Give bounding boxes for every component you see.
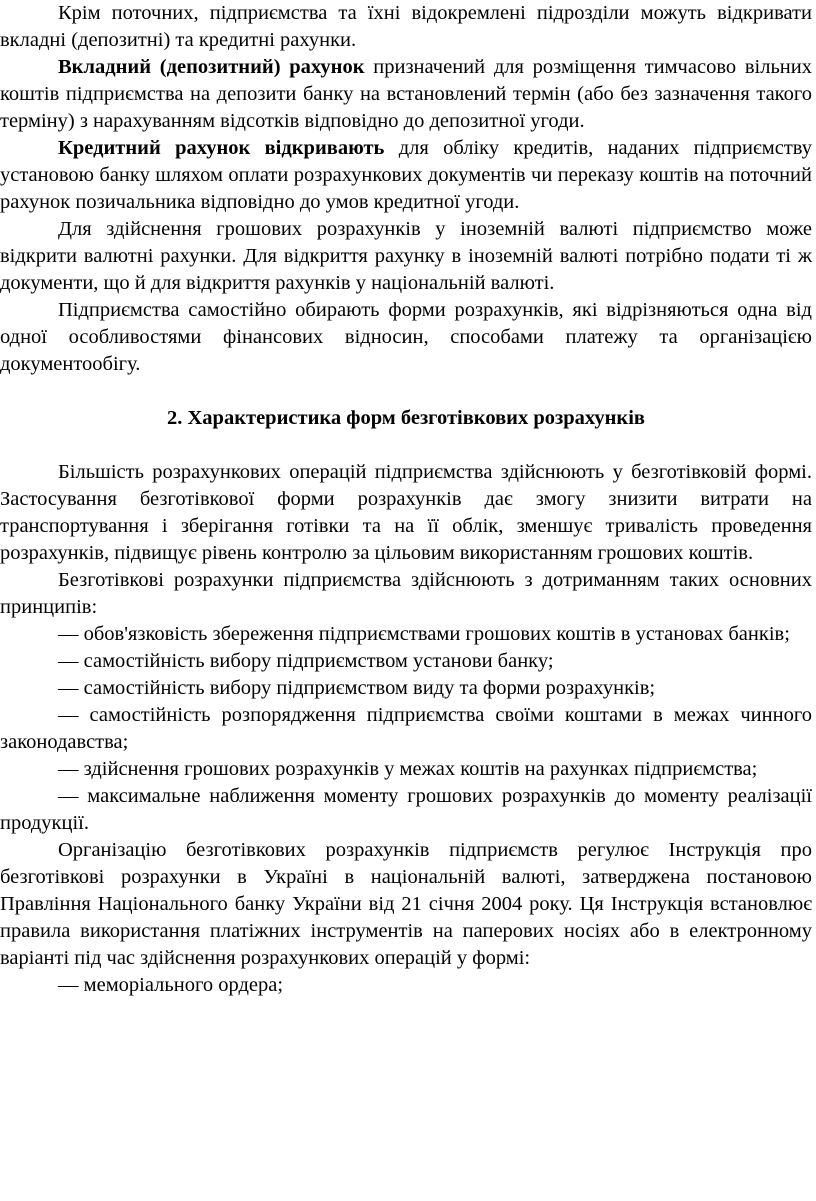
term-deposit-account: Вкладний (депозитний) рахунок (58, 56, 365, 78)
paragraph-payment-forms (0, 297, 812, 378)
principle-item: — здійснення грошових розрахунків у межах коштів на рахунках підприємства; (58, 758, 758, 780)
principle-item: — самостійність вибору підприємством установи банку; (58, 650, 554, 672)
term-credit-account: Кредитний рахунок відкривають (58, 137, 385, 159)
form-item: — меморіального ордера; (58, 974, 284, 996)
paragraph-text: Підприємства самостійно обирають форми розрахунків, які відрізняються одна від одної особливостями фінансових відносин, способами платежу та організацією документообігу. (0, 299, 812, 375)
paragraph-text: Для здійснення грошових розрахунків у іноземній валюті підприємство може відкрити валютні рахунки. Для відкриття рахунку в іноземній валюті потрібно подати ті ж документи, що й для відкриття рахунків у національній валюті. (0, 218, 812, 294)
paragraph-text: Крім поточних, підприємства та їхні відокремлені підрозділи можуть відкривати вкладні (депозитні) та кредитні рахунки. (0, 2, 812, 51)
section-heading: 2. Характеристика форм безготівкових розрахунків (167, 407, 645, 429)
paragraph-text: призначений для розміщення тимчасово вільних коштів підприємства на депозити банку на встановлений термін (або без зазначення такого терміну) з нарахуванням відсотків відповідно до депозитної угоди. (0, 56, 812, 132)
paragraph-principles-intro: Безготівкові розрахунки підприємства здійснюють з дотриманням таких основних принципів: (0, 569, 812, 618)
principle-item: — максимальне наближення моменту грошових розрахунків до моменту реалізації продукції. (0, 785, 812, 834)
principle-item: — самостійність вибору підприємством виду та форми розрахунків; (58, 677, 656, 699)
paragraph-currency-accounts (0, 216, 812, 297)
paragraph-text: для обліку кредитів, наданих підприємству установою банку шляхом оплати розрахункових документів чи переказу коштів на поточний рахунок позичальника відповідно до умов кредитної угоди. (0, 137, 813, 213)
principle-item: — обов'язковість збереження підприємствами грошових коштів в установах банків; (58, 623, 790, 645)
paragraph-cashless-majority: Більшість розрахункових операцій підприємства здійснюють у безготівковій формі. Застосування безготівкової форми розрахунків дає змогу знизити витрати на транспортування і зберігання готівки та на її облік, зменшує тривалість проведення розрахунків, підвищує рівень контролю за цільовим використанням грошових коштів. (0, 461, 812, 564)
paragraph-credit-account (0, 135, 812, 216)
paragraph-intro (0, 0, 812, 54)
principle-item: — самостійність розпорядження підприємства своїми коштами в межах чинного законодавства; (0, 704, 812, 753)
paragraph-deposit-account (0, 54, 812, 135)
paragraph-instruction: Організацію безготівкових розрахунків підприємств регулює Інструкція про безготівкові розрахунки в Україні в національній валюті, затверджена постановою Правління Національного банку України від 21 січня 2004 року. Ця Інструкція встановлює правила використання платіжних інструментів на паперових носіях або в електронному варіанті під час здійснення розрахункових операцій у формі: (0, 839, 812, 969)
